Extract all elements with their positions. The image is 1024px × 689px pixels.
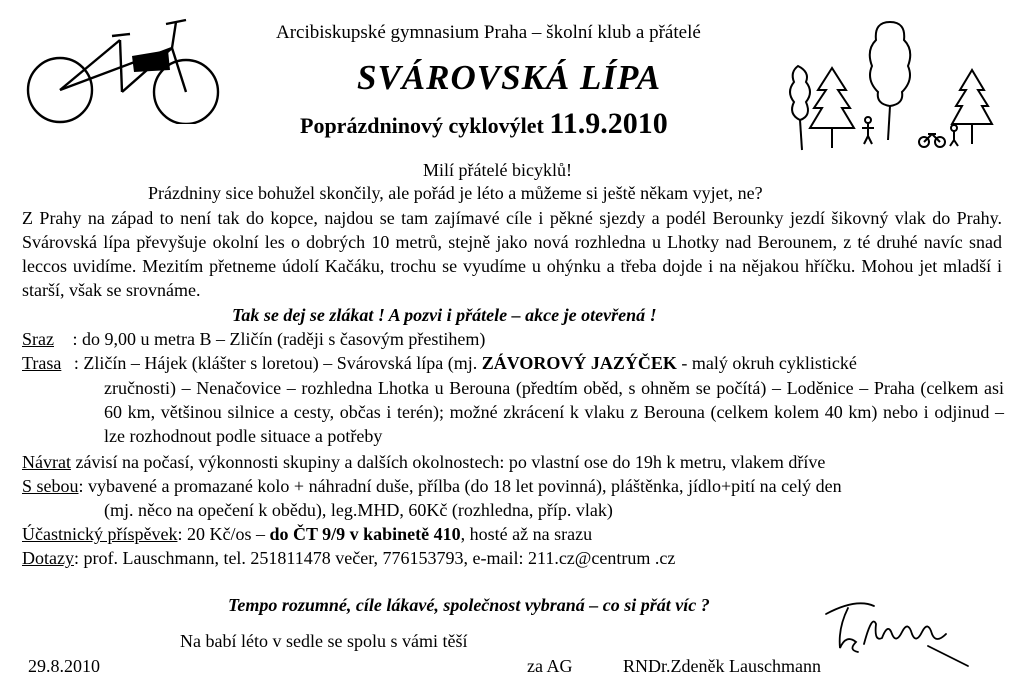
sebou-continuation: (mj. něco na opečení k obědu), leg.MHD, 60Kč (rozhledna, příp. vlak) (104, 500, 613, 520)
navrat-label: Návrat (22, 452, 71, 472)
closing-line: Na babí léto v sedle se spolu s vámi těší (180, 631, 468, 651)
event-date: 11.9.2010 (549, 107, 668, 140)
letter-date: 29.8.2010 (28, 656, 100, 676)
sebou-row (22, 475, 842, 497)
trasa-text: : Zličín – Hájek (klášter s loretou) – Svárovská lípa (mj. (73, 353, 482, 373)
organizer-line: Arcibiskupské gymnasium Praha – školní klub a přátelé (276, 22, 701, 43)
trasa-row (22, 352, 857, 374)
event-subtitle (300, 107, 668, 141)
sebou-label: S sebou (22, 476, 79, 496)
navrat-row (22, 451, 825, 473)
navrat-text: závisí na počasí, výkonnosti skupiny a dalších okolnostech: po vlastní ose do 19h k metru, vlakem dříve (70, 452, 826, 472)
tagline: Tempo rozumné, cíle lákavé, společnost vybraná – co si přát víc ? (228, 595, 710, 615)
intro-paragraph: Z Prahy na západ to není tak do kopce, najdou se tam zajímavé cíle i pěkné sjezdy a podél Berounky jezdí šikovný vlak do Prahy. Svárovská lípa převyšuje okolní les o dobrých 10 metrů, stejně jako nová rozhledna u Lhotky nad Berounem, z té druhé navíc snad leccos uvidíme. Mezitím přetneme údolí Kačáku, trochu se vyudíme u ohýnku a třeba dojde i na nějakou hříčku. Mohou jet mladší i starší, však se srovnáme. (22, 208, 1002, 300)
trasa-highlight: ZÁVOROVÝ JAZÝČEK (481, 353, 677, 373)
signer-name: RNDr.Zdeněk Lauschmann (623, 656, 821, 676)
za-ag: za AG (527, 656, 573, 676)
fee-label: Účastnický příspěvek (22, 524, 178, 544)
slogan: Tak se dej se zlákat ! A pozvi i přátele – akce je otevřená ! (232, 305, 657, 325)
sraz-label: Sraz (22, 329, 54, 349)
sraz-row (22, 328, 485, 350)
trasa-continuation: zručnosti) – Nenačovice – rozhledna Lhotka u Berouna (předtím oběd, s ohněm se počítá) – Loděnice – Praha (celkem asi 60 km, většinou silnice a cesty, občas i terén); možné zkrácení k vlaku z Berouna (celkem kolem 40 km) nebo i odjinud – lze rozhodnout podle situace a potřeby (104, 378, 1004, 446)
dotazy-text: : prof. Lauschmann, tel. 251811478 večer, 776153793, e-mail: 211.cz@centrum .cz (73, 548, 676, 568)
sraz-text: : do 9,00 u metra B – Zličín (raději s časovým přestihem) (72, 329, 486, 349)
fee-deadline: do ČT 9/9 v kabinetě 410 (269, 524, 461, 544)
bicycle-icon (22, 12, 222, 124)
event-subtitle-text: Poprázdninový cyklovýlet (300, 113, 544, 138)
signature (818, 596, 978, 676)
sebou-text: : vybavené a promazané kolo + náhradní duše, přílba (do 18 let povinná), pláštěnka, jídlo+pití na celý den (78, 476, 842, 496)
dotazy-row (22, 547, 675, 569)
trasa-text-end: - malý okruh cyklistické (676, 353, 857, 373)
dotazy-label: Dotazy (22, 548, 74, 568)
trees-illustration (780, 8, 1020, 158)
greeting: Milí přátelé bicyklů! (423, 160, 572, 180)
fee-text-end: , hosté až na srazu (460, 524, 593, 544)
fee-row (22, 523, 592, 545)
intro-line: Prázdniny sice bohužel skončily, ale pořád je léto a můžeme si ještě někam vyjet, ne? (148, 183, 763, 203)
fee-text: : 20 Kč/os – (177, 524, 270, 544)
trasa-label: Trasa (22, 353, 62, 373)
page-title: SVÁROVSKÁ LÍPA (357, 58, 662, 97)
